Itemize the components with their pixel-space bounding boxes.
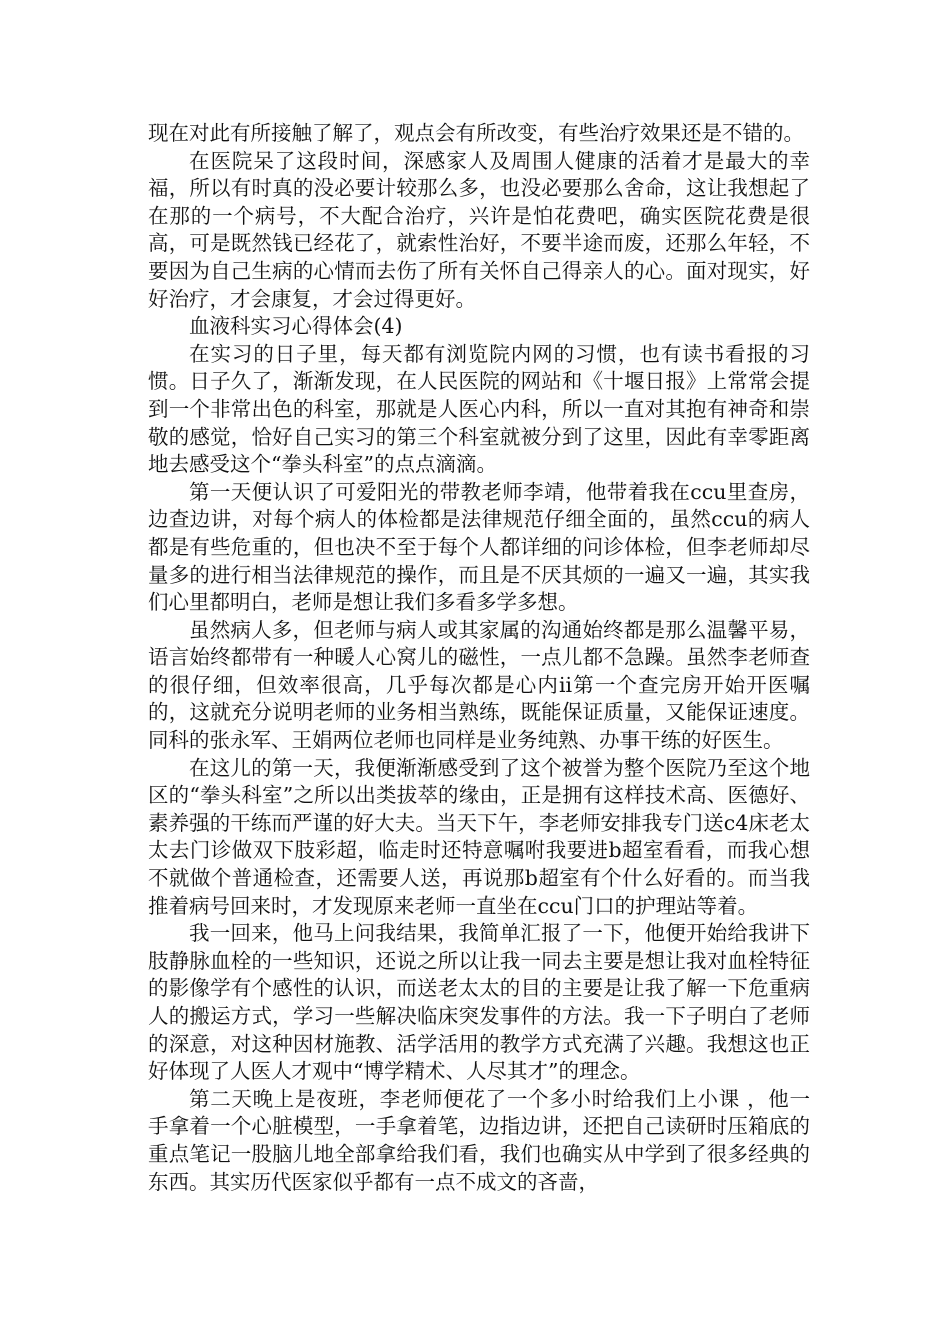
paragraph-1: 现在对此有所接触了解了，观点会有所改变，有些治疗效果还是不错的。 (148, 121, 804, 145)
paragraph-8: 第二天晚上是夜班，李老师便花了一个多小时给我们上小课 ，他一手拿着一个心脏模型，一手拿着笔，边指边讲，还把自己读研时压箱底的重点笔记一股脑儿地全部拿给我们看，我们也确实从中学到了很多经典的东西。其实历代医家似乎都有一点不成文的吝啬， (148, 1086, 810, 1194)
section-heading: 血液科实习心得体会(4) (189, 314, 403, 339)
paragraph-3: 在实习的日子里，每天都有浏览院内网的习惯，也有读书看报的习惯。日子久了，渐渐发现，在人民医院的网站和《十堰日报》上常常会提到一个非常出色的科室，那就是人医心内科，所以一直对其抱有神奇和崇敬的感觉，恰好自己实习的第三个科室就被分到了这里，因此有幸零距离地去感受这个“拳头科室”的点点滴滴。 (148, 341, 810, 477)
paragraph-5: 虽然病人多，但老师与病人或其家属的沟通始终都是那么温馨平易，语言始终都带有一种暖人心窝儿的磁性，一点儿都不急躁。虽然李老师查的很仔细，但效率很高，几乎每次都是心内ii第一个查完房开始开医嘱的，这就充分说明老师的业务相当熟练，既能保证质量，又能保证速度。同科的张永军、王娟两位老师也同样是业务纯熟、办事干练的好医生。 (148, 617, 810, 753)
paragraph-7: 我一回来，他马上问我结果，我简单汇报了一下，他便开始给我讲下肢静脉血栓的一些知识，还说之所以让我一同去主要是想让我对血栓特征的影像学有个感性的认识，而送老太太的目的主要是让我了解一下危重病人的搬运方式，学习一些解决临床突发事件的方法。我一下子明白了老师的深意，对这种因材施教、活学活用的教学方式充满了兴趣。我想这也正好体现了人医人才观中“博学精术、人尽其才”的理念。 (148, 921, 810, 1084)
paragraph-4: 第一天便认识了可爱阳光的带教老师李靖，他带着我在ccu里查房，边查边讲，对每个病人的体检都是法律规范仔细全面的，虽然ccu的病人都是有些危重的，但也决不至于每个人都详细的问诊体检，但李老师却尽量多的进行相当法律规范的操作，而且是不厌其烦的一遍又一遍，其实我们心里都明白，老师是想让我们多看多学多想。 (148, 479, 810, 615)
paragraph-6: 在这儿的第一天，我便渐渐感受到了这个被誉为整个医院乃至这个地区的“拳头科室”之所以出类拔萃的缘由，正是拥有这样技术高、医德好、素养强的干练而严谨的好大夫。当天下午，李老师安排我专门送c4床老太太去门诊做双下肢彩超，临走时还特意嘱咐我要进b超室看看，而我心想不就做个普通检查，还需要人送，再说那b超室有个什么好看的。而当我推着病号回来时，才发现原来老师一直坐在ccu门口的护理站等着。 (148, 755, 810, 918)
document-body (148, 120, 810, 1196)
paragraph-2: 在医院呆了这段时间，深感家人及周围人健康的活着才是最大的幸福，所以有时真的没必要计较那么多，也没必要那么舍命，这让我想起了在那的一个病号，不大配合治疗，兴许是怕花费吧，确实医院花费是很高，可是既然钱已经花了，就索性治好，不要半途而废，还那么年轻，不要因为自己生病的心情而去伤了所有关怀自己得亲人的心。面对现实，好好治疗，才会康复，才会过得更好。 (148, 148, 810, 311)
